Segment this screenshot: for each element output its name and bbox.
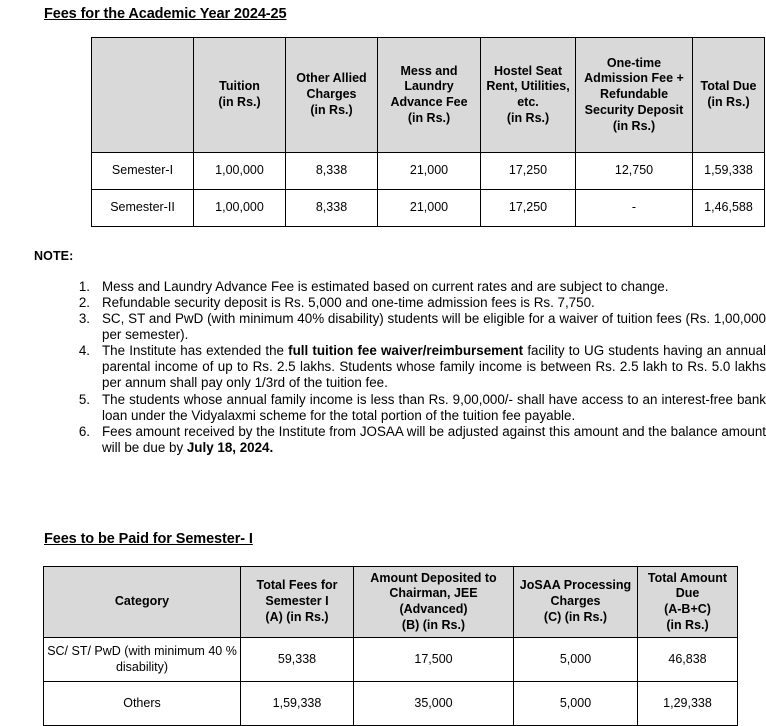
header-line: Amount Deposited to <box>370 570 497 585</box>
note-item-text: Mess and Laundry Advance Fee is estimated based on current rates and are subject to change. <box>102 279 669 294</box>
column-header-josaa-processing-charges <box>514 567 638 638</box>
column-header-hostel-seat-rent <box>481 38 576 153</box>
cell-josaa-processing-charges: 5,000 <box>514 638 638 682</box>
header-line: Chairman, JEE (Advanced) <box>389 586 478 616</box>
page-title-fees-semester-one: Fees to be Paid for Semester- I <box>44 531 253 547</box>
header-line: (in Rs.) <box>666 617 709 632</box>
cell-total-fees-semester-one: 1,59,338 <box>241 682 354 726</box>
header-line: (in Rs.) <box>707 95 750 109</box>
cell-one-time-admission-security: - <box>576 190 693 227</box>
header-line: Security Deposit <box>584 102 684 117</box>
header-line: (in Rs.) <box>310 102 353 117</box>
header-line: (in Rs.) <box>218 95 261 109</box>
cell-category: SC/ ST/ PwD (with minimum 40 % disability) <box>44 638 241 682</box>
note-item-text: The Institute has extended the full tuition fee waiver/reimbursement facility to UG students having an annual parental income of up to Rs. 2.5 lakhs. Students whose family income is between Rs. 2.5 lakh to Rs. 5.0 lakhs per annum shall pay only 1/3rd of the tuition fee. <box>102 343 766 391</box>
note-item <box>34 279 766 295</box>
header-line: Hostel Seat <box>493 63 563 78</box>
note-item <box>34 392 766 424</box>
cell-total-amount-due: 1,29,338 <box>638 682 738 726</box>
header-line: Charges <box>306 87 357 102</box>
note-item-text: The students whose annual family income is less than Rs. 9,00,000/- shall have access to an interest-free bank loan under the Vidyalaxmi scheme for the total portion of the tuition fee payable. <box>102 391 766 423</box>
header-line: (in Rs.) <box>612 118 656 133</box>
header-line: One-time <box>606 55 662 70</box>
table-row <box>44 638 738 682</box>
column-header-total-fees-semester-one <box>241 567 354 638</box>
note-item <box>34 295 766 311</box>
note-item <box>34 343 766 391</box>
cell-semester-label: Semester-I <box>92 153 194 190</box>
column-header-total-amount-due <box>638 567 738 638</box>
cell-total-due: 1,46,588 <box>693 190 765 227</box>
note-item-text: Fees amount received by the Institute from JOSAA will be adjusted against this amount and the balance amount will be due by July 18, 2024. <box>102 423 766 455</box>
cell-one-time-admission-security: 12,750 <box>576 153 693 190</box>
header-line: Advance Fee <box>390 95 468 109</box>
cell-hostel-seat-rent: 17,250 <box>481 153 576 190</box>
cell-semester-label: Semester-II <box>92 190 194 227</box>
header-line: (A) (in Rs.) <box>265 609 329 624</box>
cell-tuition: 1,00,000 <box>194 153 286 190</box>
table-row <box>44 682 738 726</box>
note-item <box>34 311 766 343</box>
column-header-category <box>44 567 241 638</box>
header-line: Category <box>114 594 170 609</box>
header-line: Total Fees for <box>256 578 338 593</box>
note-item <box>34 424 766 456</box>
column-header-amount-deposited <box>354 567 514 638</box>
cell-total-fees-semester-one: 59,338 <box>241 638 354 682</box>
column-header-mess-laundry-advance-fee <box>378 38 481 153</box>
note-block <box>34 249 766 456</box>
note-item-text: Refundable security deposit is Rs. 5,000 and one-time admission fees is Rs. 7,750. <box>102 295 595 311</box>
header-line: Refundable <box>599 87 669 102</box>
cell-other-allied-charges: 8,338 <box>286 190 378 227</box>
cell-josaa-processing-charges: 5,000 <box>514 682 638 726</box>
header-line: (A-B+C) <box>664 602 711 616</box>
page-title-fees-academic-year: Fees for the Academic Year 2024-25 <box>44 6 287 22</box>
note-list <box>34 279 766 456</box>
note-item-text: SC, ST and PwD (with minimum 40% disability) students will be eligible for a waiver of tuition fees (Rs. 1,00,000 per semester). <box>102 311 766 343</box>
table-header-row <box>44 567 738 638</box>
note-label: NOTE: <box>34 249 74 263</box>
header-line: Rent, Utilities, <box>486 79 570 94</box>
header-line: JoSAA Processing <box>519 578 632 593</box>
header-line: (B) (in Rs.) <box>401 617 466 632</box>
column-header-semester <box>92 38 194 153</box>
fees-semester-one-table <box>43 566 738 726</box>
header-line: Laundry <box>404 79 454 94</box>
header-line: Total Due <box>700 79 757 94</box>
cell-other-allied-charges: 8,338 <box>286 153 378 190</box>
table-row <box>92 153 765 190</box>
cell-mess-laundry-advance-fee: 21,000 <box>378 190 481 227</box>
header-line: Other Allied <box>296 71 367 86</box>
header-line: (in Rs.) <box>407 110 451 125</box>
cell-total-due: 1,59,338 <box>693 153 765 190</box>
header-line: Charges <box>550 594 601 609</box>
header-line: Admission Fee + <box>584 71 684 86</box>
cell-mess-laundry-advance-fee: 21,000 <box>378 153 481 190</box>
header-line: etc. <box>517 95 539 109</box>
cell-amount-deposited: 17,500 <box>354 638 514 682</box>
header-line: Mess and <box>400 63 458 78</box>
fees-academic-year-table <box>91 37 765 227</box>
column-header-one-time-admission-security <box>576 38 693 153</box>
cell-category: Others <box>44 682 241 726</box>
cell-amount-deposited: 35,000 <box>354 682 514 726</box>
column-header-other-allied-charges <box>286 38 378 153</box>
header-line: (C) (in Rs.) <box>543 609 608 624</box>
header-line: Semester I <box>265 594 329 609</box>
table-header-row <box>92 38 765 153</box>
header-line: (in Rs.) <box>506 110 550 125</box>
header-line: Total Amount Due <box>647 570 728 601</box>
column-header-tuition <box>194 38 286 153</box>
table-row <box>92 190 765 227</box>
column-header-total-due <box>693 38 765 153</box>
cell-tuition: 1,00,000 <box>194 190 286 227</box>
header-line: Tuition <box>219 79 260 94</box>
cell-total-amount-due: 46,838 <box>638 638 738 682</box>
cell-hostel-seat-rent: 17,250 <box>481 190 576 227</box>
